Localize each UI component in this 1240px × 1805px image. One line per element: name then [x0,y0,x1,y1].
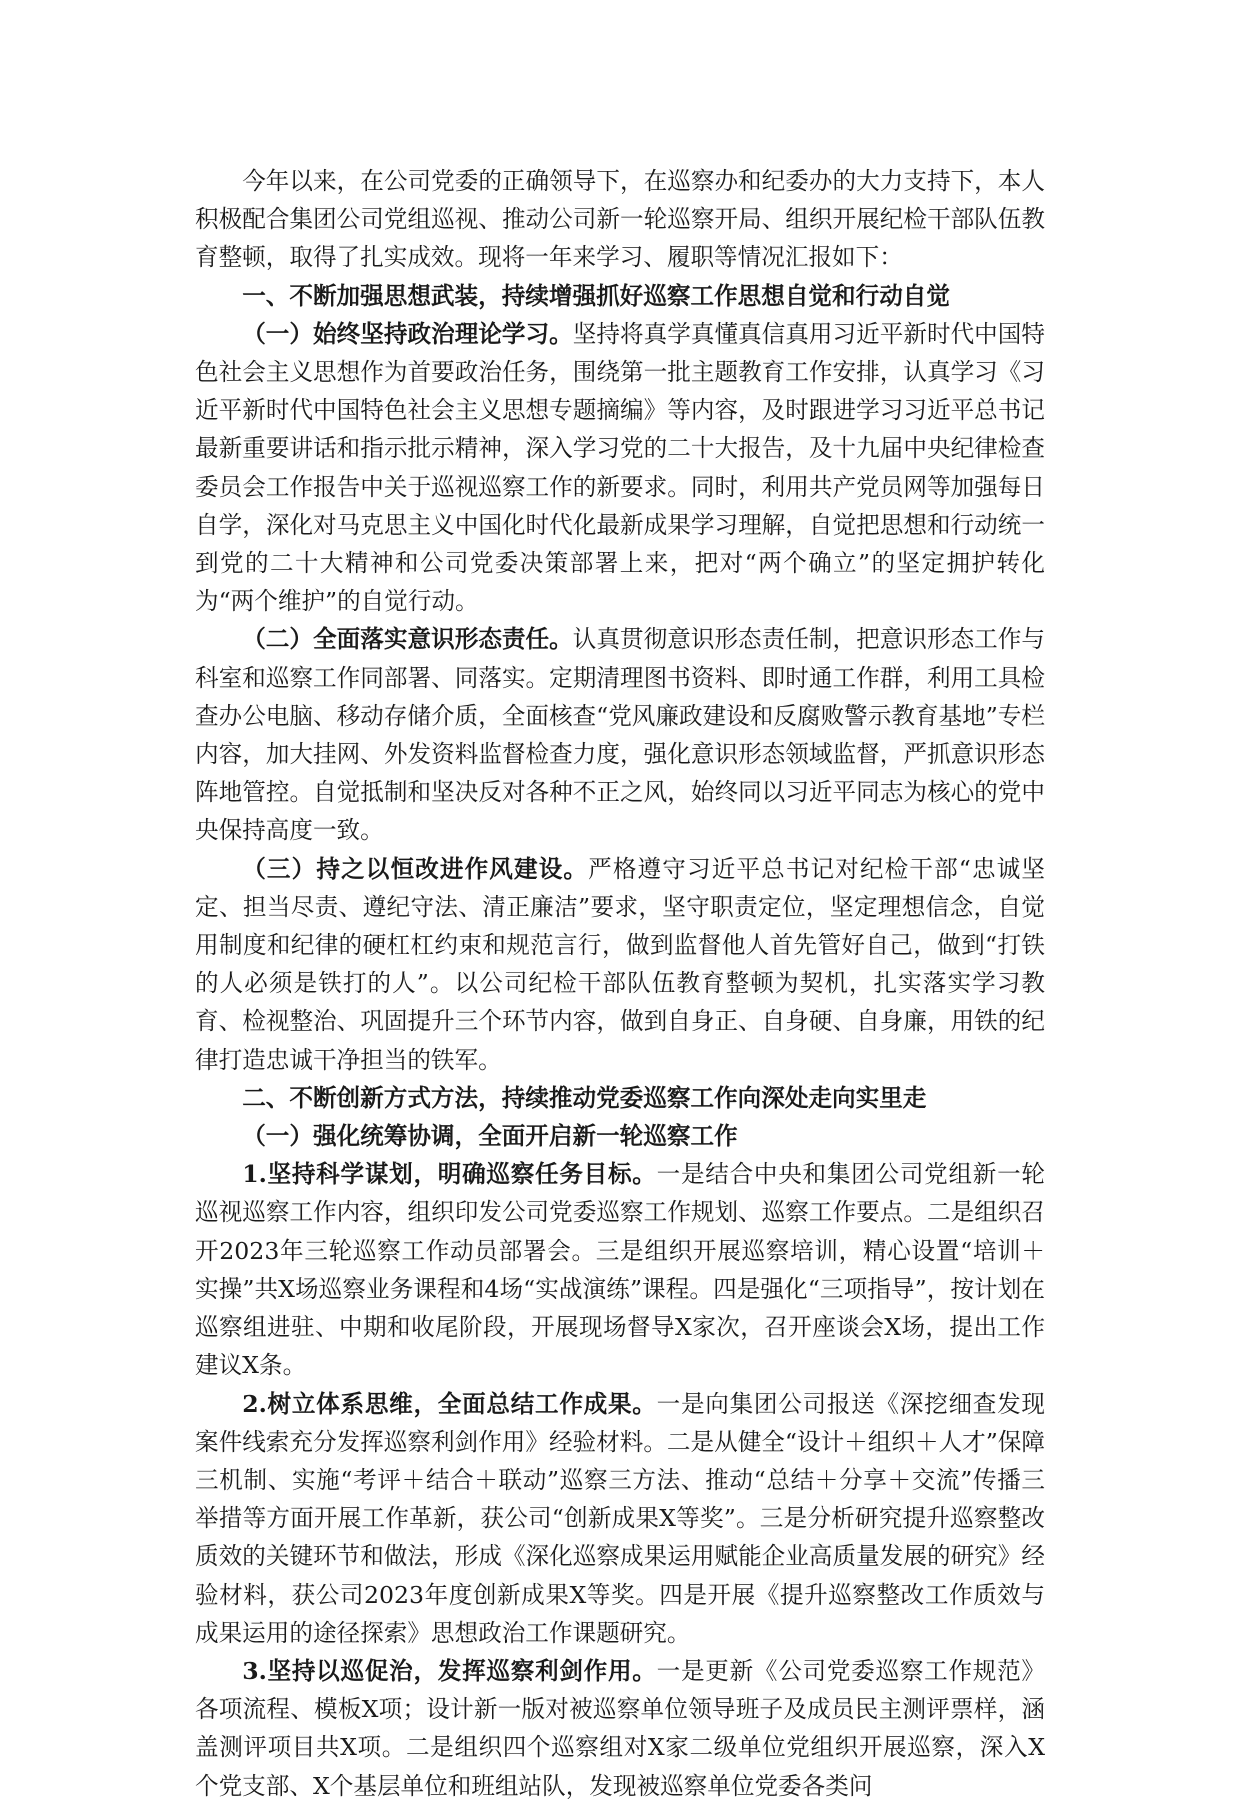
paragraph-body: 严格遵守习近平总书记对纪检干部“忠诚坚定、担当尽责、遵纪守法、清正廉洁”要求，坚守职责定位，坚定理想信念，自觉用制度和纪律的硬杠杠约束和规范言行，做到监督他人首先管好自己，做到“打铁的人必须是铁打的人”。以公司纪检干部队伍教育整顿为契机，扎实落实学习教育、检视整治、巩固提升三个环节内容，做到自身正、自身硬、自身廉，用铁的纪律打造忠诚干净担当的铁军。 [195,854,1045,1074]
paragraph-lead: （二）全面落实意识形态责任。 [242,625,573,654]
paragraph-body: 一是结合中央和集团公司党组新一轮巡视巡察工作内容，组织印发公司党委巡察工作规划、巡察工作要点。二是组织召开2023年三轮巡察工作动员部署会。三是组织开展巡察培训，精心设置“培训＋实操”共X场巡察业务课程和4场“实战演练”课程。四是强化“三项指导”，按计划在巡察组进驻、中期和收尾阶段，开展现场督导X家次，召开座谈会X场，提出工作建议X条。 [195,1160,1046,1380]
intro-paragraph: 今年以来，在公司党委的正确领导下，在巡察办和纪委办的大力支持下，本人积极配合集团公司党组巡视、推动公司新一轮巡察开局、组织开展纪检干部队伍教育整顿，取得了扎实成效。现将一年来学习、履职等情况汇报如下： [195,167,1045,272]
document-page [195,162,1045,1805]
paragraph-lead: 1.坚持科学谋划，明确巡察任务目标。 [242,1160,657,1189]
paragraph-body: 认真贯彻意识形态责任制，把意识形态工作与科室和巡察工作同部署、同落实。定期清理图书资料、即时通工作群，利用工具检查办公电脑、移动存储介质，全面核查“党风廉政建设和反腐败警示教育基地”专栏内容，加大挂网、外发资料监督检查力度，强化意识形态领域监督，严抓意识形态阵地管控。自觉抵制和坚决反对各种不正之风，始终同以习近平同志为核心的党中央保持高度一致。 [195,625,1045,845]
paragraph-lead: （一）始终坚持政治理论学习。 [242,319,573,348]
paragraph-system-thinking [195,1385,1045,1652]
paragraph-ideology-responsibility [195,620,1045,849]
paragraph-body: 一是更新《公司党委巡察工作规范》各项流程、模板X项；设计新一版对被巡察单位领导班子及成员民主测评票样，涵盖测评项目共X项。二是组织四个巡察组对X家二级单位党组织开展巡察，深入X个党支部、X个基层单位和班组站队，发现被巡察单位党委各类问 [195,1656,1046,1800]
paragraph-lead: 2.树立体系思维，全面总结工作成果。 [242,1389,657,1418]
paragraph-lead: （三）持之以恒改进作风建设。 [242,854,589,883]
paragraph-scientific-planning [195,1155,1045,1384]
section-2-heading: 二、不断创新方式方法，持续推动党委巡察工作向深处走向实里走 [242,1083,927,1112]
section-2-subheading: （一）强化统筹协调，全面开启新一轮巡察工作 [242,1122,738,1151]
paragraph-inspection-governance [195,1652,1045,1805]
paragraph-lead: 3.坚持以巡促治，发挥巡察利剑作用。 [242,1656,657,1685]
paragraph-work-style [195,850,1045,1079]
paragraph-body: 一是向集团公司报送《深挖细查发现案件线索充分发挥巡察利剑作用》经验材料。二是从健全“设计＋组织＋人才”保障三机制、实施“考评＋结合＋联动”巡察三方法、推动“总结＋分享＋交流”传播三举措等方面开展工作革新，获公司“创新成果X等奖”。三是分析研究提升巡察整改质效的关键环节和做法，形成《深化巡察成果运用赋能企业高质量发展的研究》经验材料，获公司2023年度创新成果X等奖。四是开展《提升巡察整改工作质效与成果运用的途径探索》思想政治工作课题研究。 [195,1389,1046,1647]
paragraph-body: 坚持将真学真懂真信真用习近平新时代中国特色社会主义思想作为首要政治任务，围绕第一批主题教育工作安排，认真学习《习近平新时代中国特色社会主义思想专题摘编》等内容，及时跟进学习习近平总书记最新重要讲话和指示批示精神，深入学习党的二十大报告，及十九届中央纪律检查委员会工作报告中关于巡视巡察工作的新要求。同时，利用共产党员网等加强每日自学，深化对马克思主义中国化时代化最新成果学习理解，自觉把思想和行动统一到党的二十大精神和公司党委决策部署上来，把对“两个确立”的坚定拥护转化为“两个维护”的自觉行动。 [195,319,1045,616]
section-1-heading: 一、不断加强思想武装，持续增强抓好巡察工作思想自觉和行动自觉 [242,281,950,310]
paragraph-political-study [195,315,1045,621]
